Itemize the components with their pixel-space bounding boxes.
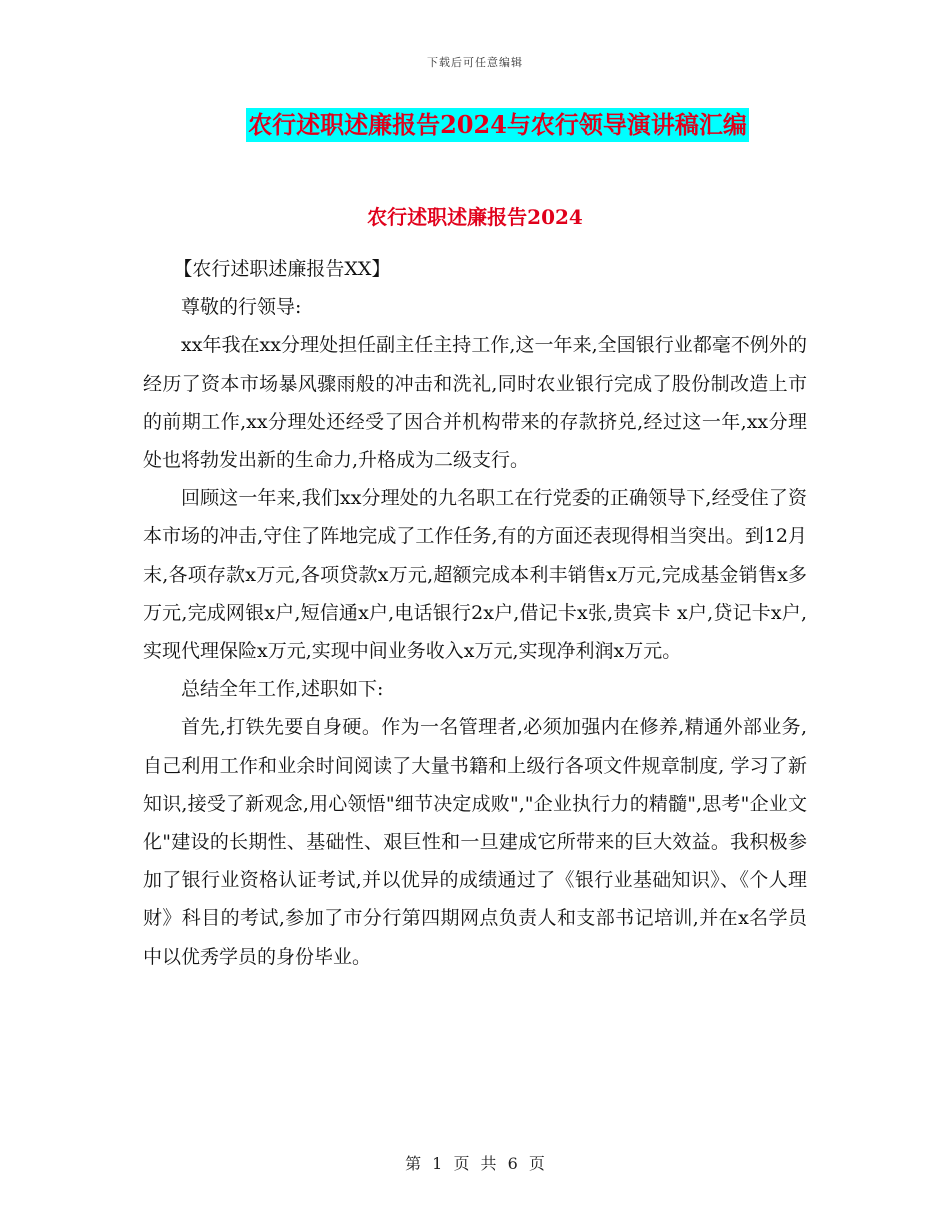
paragraph-tag-line: 【农行述职述廉报告XX】 [173,258,391,280]
paragraph-intro: xx年我在xx分理处担任副主任主持工作,这一年来,全国银行业都毫不例外的经历了资本市场暴风骤雨般的冲击和洗礼,同时农业银行完成了股份制改造上市的前期工作,xx分理处还经受了因合并机构带来的存款挤兑,经过这一年,xx分理处也将勃发出新的生命力,升格成为二级支行。 [143,334,807,472]
section-title: 农行述职述廉报告2024 [367,205,583,229]
page-header-note: 下载后可任意编辑 [427,56,523,69]
paragraph-summary-lead: 总结全年工作,述职如下: [181,678,384,701]
document-body [143,250,807,976]
main-title-container [0,108,950,142]
paragraph-review: 回顾这一年来,我们xx分理处的九名职工在行党委的正确领导下,经受住了资本市场的冲击,守住了阵地完成了工作任务,有的方面还表现得相当突出。到12月末,各项存款x万元,各项贷款x万元,超额完成本利丰销售x万元,完成基金销售x多万元,完成网银x户,短信通x户,电话银行2x户,借记卡x张,贵宾卡 x户,贷记卡x户,实现代理保险x万元,实现中间业务收入x万元,实现净利润x万元。 [143,487,807,663]
page-number: 第 1 页 共 6 页 [405,1154,545,1173]
main-title: 农行述职述廉报告2024与农行领导演讲稿汇编 [246,108,749,142]
paragraph-salutation: 尊敬的行领导: [181,296,302,319]
paragraph-first-point: 首先,打铁先要自身硬。作为一名管理者,必须加强内在修养,精通外部业务,自己利用工作和业余时间阅读了大量书籍和上级行各项文件规章制度, 学习了新知识,接受了新观念,用心领悟"细节决定成败","企业执行力的精髓",思考"企业文化"建设的长期性、基础性、艰巨性和一旦建成它所带来的巨大效益。我积极参加了银行业资格认证考试,并以优异的成绩通过了《银行业基础知识》、《个人理财》科目的考试,参加了市分行第四期网点负责人和支部书记培训,并在x名学员中以优秀学员的身份毕业。 [143,716,807,968]
